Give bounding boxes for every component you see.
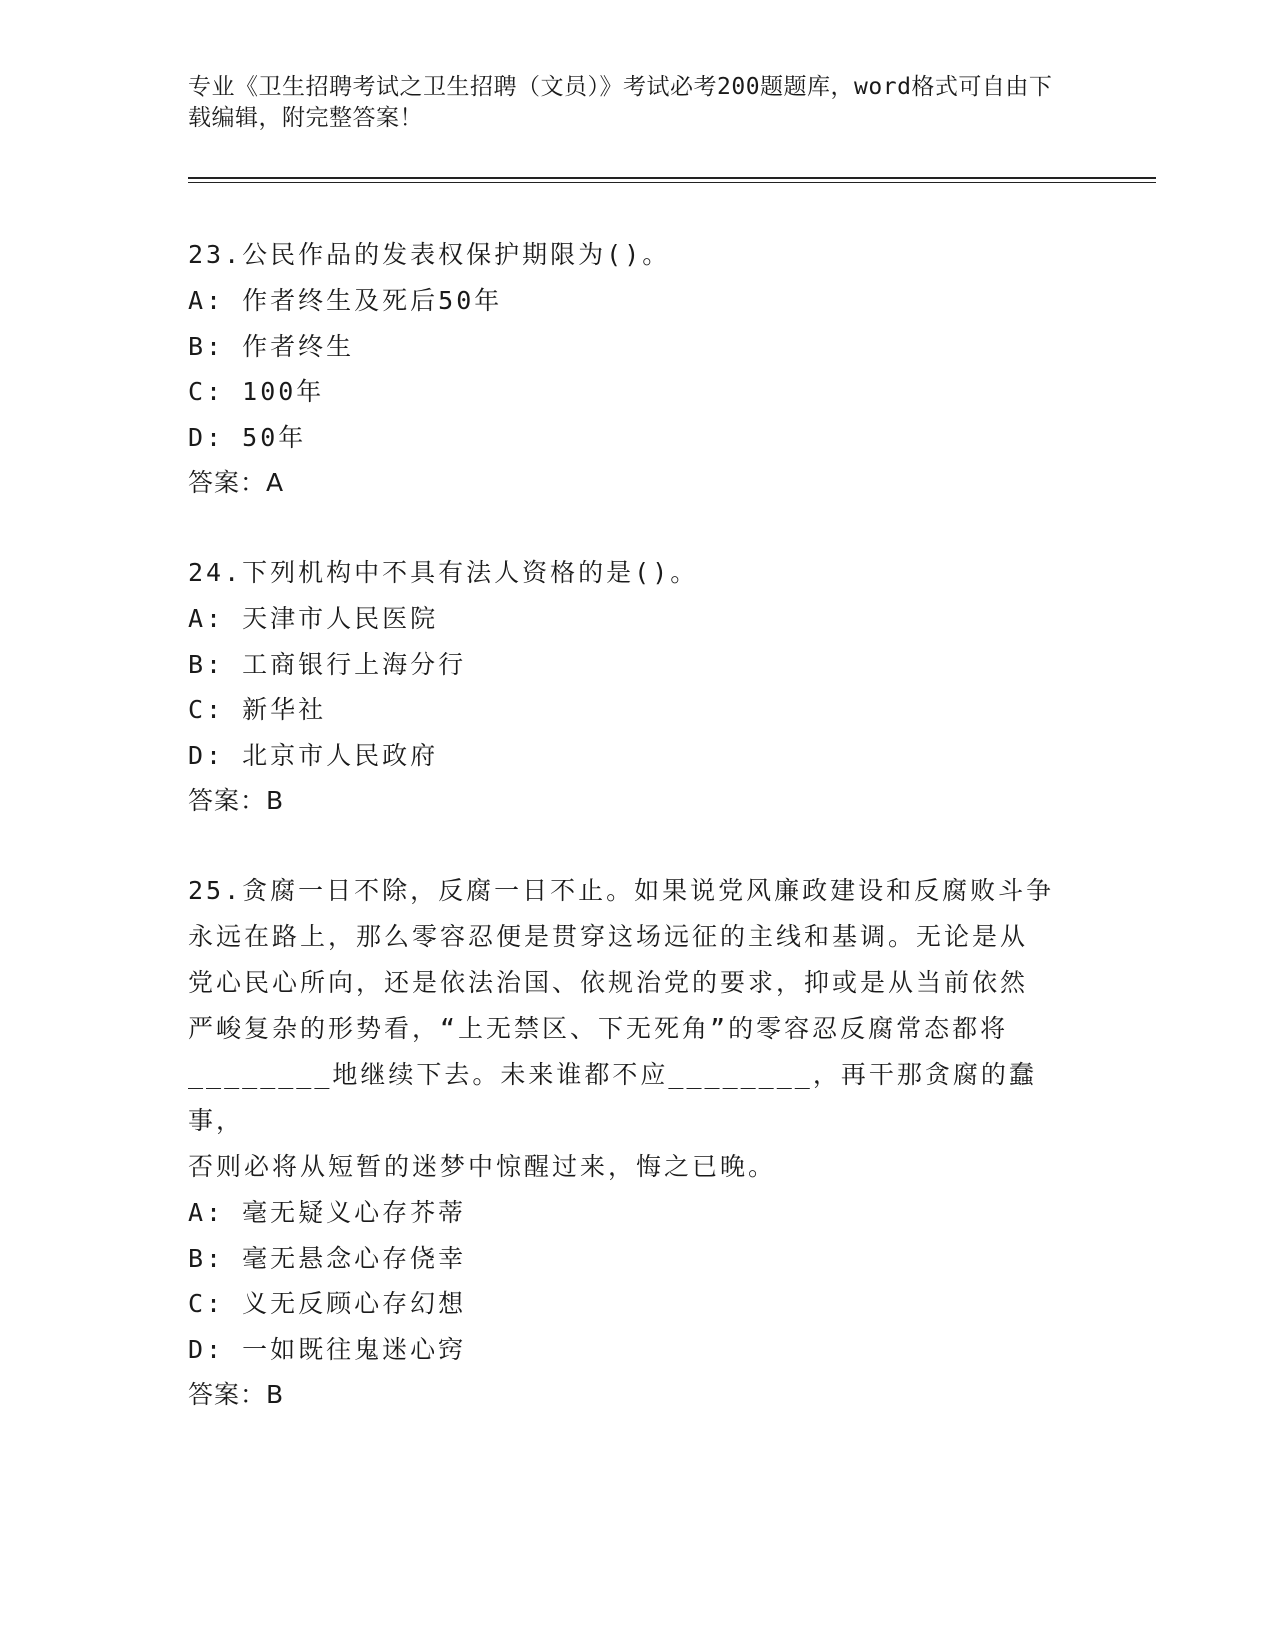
question-stem-line: 严峻复杂的形势看，“上无禁区、下无死角”的零容忍反腐常态都将	[188, 1014, 1009, 1043]
question-stem: 23.公民作品的发表权保护期限为()。	[188, 240, 671, 269]
option-d: D: 一如既往鬼迷心窍	[188, 1334, 467, 1364]
option-c: C: 义无反顾心存幻想	[188, 1289, 467, 1318]
option-a: A: 天津市人民医院	[188, 604, 439, 633]
question-25	[188, 868, 1068, 1418]
question-stem-line: 否则必将从短暂的迷梦中惊醒过来，悔之已晚。	[188, 1152, 777, 1181]
answer-label: 答案：B	[188, 786, 285, 815]
question-stem-line: 永远在路上，那么零容忍便是贯穿这场远征的主线和基调。无论是从	[188, 922, 1029, 951]
option-a: A: 毫无疑义心存芥蒂	[188, 1198, 467, 1227]
option-b: B: 毫无悬念心存侥幸	[188, 1243, 467, 1273]
question-23	[188, 232, 1068, 506]
option-b: B: 工商银行上海分行	[188, 649, 467, 679]
option-c: C: 100年	[188, 377, 325, 406]
option-b: B: 作者终生	[188, 331, 355, 361]
option-d: D: 北京市人民政府	[188, 740, 439, 770]
header-text: 专业《卫生招聘考试之卫生招聘（文员）》考试必考200题题库，word格式可自由下载编辑，附完整答案！	[188, 74, 1053, 131]
question-stem: 24.下列机构中不具有法人资格的是()。	[188, 558, 699, 587]
document-header	[188, 72, 1068, 134]
answer-label: 答案：A	[188, 468, 285, 497]
answer-label: 答案：B	[188, 1380, 285, 1409]
question-stem-line: ________地继续下去。未来谁都不应________，再干那贪腐的蠢事，	[188, 1060, 1037, 1135]
question-list	[188, 232, 1068, 1462]
question-stem-line: 党心民心所向，还是依法治国、依规治党的要求，抑或是从当前依然	[188, 968, 1029, 997]
header-divider-thick	[188, 177, 1156, 179]
option-a: A: 作者终生及死后50年	[188, 286, 503, 315]
option-d: D: 50年	[188, 422, 307, 452]
header-divider-thin	[188, 182, 1156, 183]
option-c: C: 新华社	[188, 695, 327, 724]
question-24	[188, 550, 1068, 824]
question-stem-line: 25.贪腐一日不除，反腐一日不止。如果说党风廉政建设和反腐败斗争	[188, 876, 1055, 905]
